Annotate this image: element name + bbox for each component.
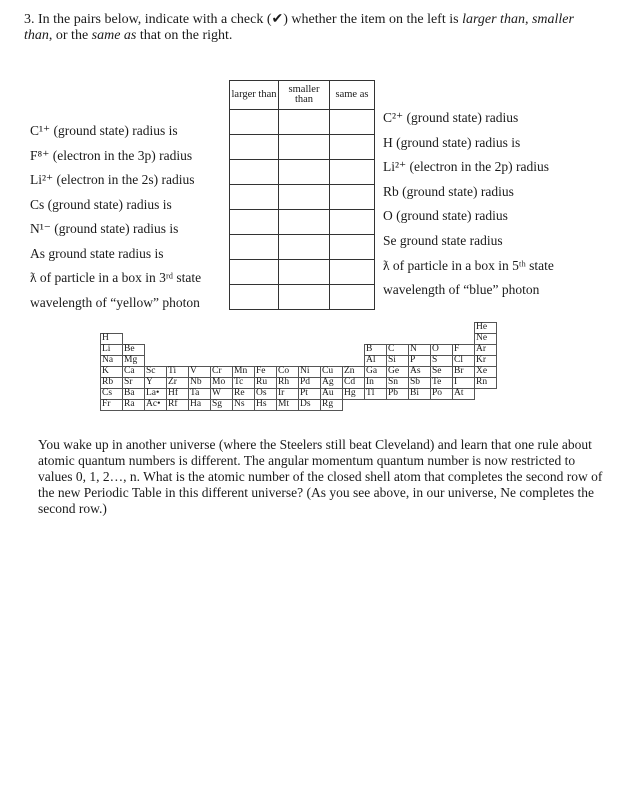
left-item: ƛ of particle in a box in 3ʳᵈ state xyxy=(30,270,202,285)
check-row xyxy=(230,210,375,235)
empty-cell xyxy=(431,334,453,345)
check-row xyxy=(230,185,375,210)
element-cell: Rn xyxy=(475,378,497,389)
element-cell: Ne xyxy=(475,334,497,345)
element-cell: Sn xyxy=(387,378,409,389)
element-cell: La• xyxy=(145,389,167,400)
element-cell: P xyxy=(409,356,431,367)
element-cell: B xyxy=(365,345,387,356)
element-cell: Cd xyxy=(343,378,365,389)
element-cell: Rf xyxy=(167,400,189,411)
empty-cell xyxy=(167,334,189,345)
element-cell: Mn xyxy=(233,367,255,378)
element-cell: Ns xyxy=(233,400,255,411)
left-items-list xyxy=(30,119,230,315)
element-cell: Si xyxy=(387,356,409,367)
empty-cell xyxy=(365,400,387,411)
empty-cell xyxy=(277,323,299,334)
element-cell: Ru xyxy=(255,378,277,389)
empty-cell xyxy=(343,345,365,356)
check-row xyxy=(230,135,375,160)
empty-cell xyxy=(101,323,123,334)
smaller-than-cell[interactable] xyxy=(279,285,330,310)
element-cell: Se xyxy=(431,367,453,378)
element-cell: Po xyxy=(431,389,453,400)
empty-cell xyxy=(211,356,233,367)
empty-cell xyxy=(299,356,321,367)
empty-cell xyxy=(453,334,475,345)
empty-cell xyxy=(145,356,167,367)
prompt-comma: , xyxy=(524,12,529,27)
right-item: O (ground state) radius xyxy=(383,208,508,224)
element-cell: Ti xyxy=(167,367,189,378)
larger-than-cell[interactable] xyxy=(230,235,279,260)
element-cell: Re xyxy=(233,389,255,400)
element-cell: Mo xyxy=(211,378,233,389)
element-cell: Au xyxy=(321,389,343,400)
element-cell: K xyxy=(101,367,123,378)
larger-than-cell[interactable] xyxy=(230,260,279,285)
empty-cell xyxy=(387,334,409,345)
larger-than-cell[interactable] xyxy=(230,185,279,210)
empty-cell xyxy=(255,334,277,345)
element-cell: In xyxy=(365,378,387,389)
element-cell: Ca xyxy=(123,367,145,378)
element-cell: Cs xyxy=(101,389,123,400)
smaller-than-cell[interactable] xyxy=(279,185,330,210)
empty-cell xyxy=(299,334,321,345)
element-cell: F xyxy=(453,345,475,356)
header-larger-than: larger than xyxy=(230,81,279,110)
smaller-than-cell[interactable] xyxy=(279,260,330,285)
smaller-than-cell[interactable] xyxy=(279,135,330,160)
element-cell: Tl xyxy=(365,389,387,400)
element-cell: Sb xyxy=(409,378,431,389)
empty-cell xyxy=(453,400,475,411)
empty-cell xyxy=(365,334,387,345)
empty-cell xyxy=(453,323,475,334)
empty-cell xyxy=(167,323,189,334)
empty-cell xyxy=(167,345,189,356)
same-as-cell[interactable] xyxy=(330,210,375,235)
left-item: N¹⁻ (ground state) radius is xyxy=(30,221,179,236)
empty-cell xyxy=(387,400,409,411)
element-cell: Pt xyxy=(299,389,321,400)
element-cell: Sg xyxy=(211,400,233,411)
empty-cell xyxy=(277,334,299,345)
element-cell: Nb xyxy=(189,378,211,389)
empty-cell xyxy=(255,345,277,356)
empty-cell xyxy=(277,345,299,356)
same-as-cell[interactable] xyxy=(330,160,375,185)
element-cell: Ra xyxy=(123,400,145,411)
element-cell: Be xyxy=(123,345,145,356)
right-items-list xyxy=(383,106,623,303)
element-cell: Te xyxy=(431,378,453,389)
larger-than-cell[interactable] xyxy=(230,285,279,310)
empty-cell xyxy=(255,356,277,367)
element-cell: Li xyxy=(101,345,123,356)
periodic-row xyxy=(101,345,497,356)
element-cell: Ba xyxy=(123,389,145,400)
right-item: Li²⁺ (electron in the 2p) radius xyxy=(383,159,549,175)
smaller-than-cell[interactable] xyxy=(279,210,330,235)
larger-than-cell[interactable] xyxy=(230,210,279,235)
empty-cell xyxy=(233,345,255,356)
prompt-same: same as xyxy=(91,28,137,43)
empty-cell xyxy=(387,323,409,334)
empty-cell xyxy=(189,345,211,356)
right-item: wavelength of “blue” photon xyxy=(383,282,540,298)
element-cell: Pb xyxy=(387,389,409,400)
empty-cell xyxy=(233,323,255,334)
empty-cell xyxy=(409,323,431,334)
element-cell: Os xyxy=(255,389,277,400)
element-cell: Y xyxy=(145,378,167,389)
element-cell: As xyxy=(409,367,431,378)
periodic-row xyxy=(101,378,497,389)
check-row xyxy=(230,110,375,135)
empty-cell xyxy=(409,334,431,345)
same-as-cell[interactable] xyxy=(330,110,375,135)
empty-cell xyxy=(365,323,387,334)
prompt-larger: larger than xyxy=(462,12,525,27)
empty-cell xyxy=(255,323,277,334)
empty-cell xyxy=(211,323,233,334)
element-cell: Fr xyxy=(101,400,123,411)
empty-cell xyxy=(167,356,189,367)
element-cell: Br xyxy=(453,367,475,378)
element-cell: N xyxy=(409,345,431,356)
left-item: F⁸⁺ (electron in the 3p) radius xyxy=(30,147,193,163)
check-row xyxy=(230,160,375,185)
prompt-tail: that on the right. xyxy=(136,28,233,43)
periodic-row xyxy=(101,367,497,378)
element-cell: S xyxy=(431,356,453,367)
empty-cell xyxy=(431,400,453,411)
element-cell: Ag xyxy=(321,378,343,389)
element-cell: Rb xyxy=(101,378,123,389)
same-as-cell[interactable] xyxy=(330,235,375,260)
empty-cell xyxy=(299,345,321,356)
empty-cell xyxy=(321,345,343,356)
element-cell: Ac• xyxy=(145,400,167,411)
element-cell: Mt xyxy=(277,400,299,411)
empty-cell xyxy=(475,400,497,411)
empty-cell xyxy=(343,334,365,345)
empty-cell xyxy=(321,323,343,334)
element-cell: Rg xyxy=(321,400,343,411)
element-cell: C xyxy=(387,345,409,356)
element-cell: Tc xyxy=(233,378,255,389)
prompt-or: , or the xyxy=(48,28,92,43)
same-as-cell[interactable] xyxy=(330,285,375,310)
comparison-check-table xyxy=(229,80,375,310)
element-cell: Hs xyxy=(255,400,277,411)
periodic-row xyxy=(101,334,497,345)
element-cell: Cr xyxy=(211,367,233,378)
same-as-cell[interactable] xyxy=(330,135,375,160)
empty-cell xyxy=(277,356,299,367)
element-cell: Hf xyxy=(167,389,189,400)
empty-cell xyxy=(145,345,167,356)
element-cell: Na xyxy=(101,356,123,367)
element-cell: Ar xyxy=(475,345,497,356)
prompt-lead: 3. In the pairs below, indicate with a check (✔) whether the item on the left is xyxy=(24,12,463,27)
question-prompt xyxy=(24,12,584,44)
check-row xyxy=(230,260,375,285)
empty-cell xyxy=(299,323,321,334)
header-smaller-than: smaller than xyxy=(279,81,330,110)
header-same-as: same as xyxy=(330,81,375,110)
empty-cell xyxy=(343,323,365,334)
empty-cell xyxy=(343,356,365,367)
empty-cell xyxy=(123,334,145,345)
element-cell: Ta xyxy=(189,389,211,400)
element-cell: Xe xyxy=(475,367,497,378)
larger-than-cell[interactable] xyxy=(230,160,279,185)
element-cell: Sr xyxy=(123,378,145,389)
element-cell: Sc xyxy=(145,367,167,378)
element-cell: Mg xyxy=(123,356,145,367)
element-cell: Pd xyxy=(299,378,321,389)
element-cell: Co xyxy=(277,367,299,378)
smaller-than-cell[interactable] xyxy=(279,235,330,260)
empty-cell xyxy=(233,334,255,345)
empty-cell xyxy=(189,334,211,345)
empty-cell xyxy=(211,334,233,345)
element-cell: Fe xyxy=(255,367,277,378)
left-item: As ground state radius is xyxy=(30,245,164,261)
empty-cell xyxy=(475,389,497,400)
periodic-row xyxy=(101,400,497,411)
element-cell: W xyxy=(211,389,233,400)
periodic-table xyxy=(100,322,497,411)
empty-cell xyxy=(145,323,167,334)
prompt-smaller: smaller than xyxy=(24,12,574,43)
element-cell: Ni xyxy=(299,367,321,378)
element-cell: Kr xyxy=(475,356,497,367)
right-item: H (ground state) radius is xyxy=(383,134,521,150)
element-cell: He xyxy=(475,323,497,334)
element-cell: Rh xyxy=(277,378,299,389)
element-cell: I xyxy=(453,378,475,389)
same-as-cell[interactable] xyxy=(330,185,375,210)
left-item: C¹⁺ (ground state) radius is xyxy=(30,123,178,138)
element-cell: Cu xyxy=(321,367,343,378)
empty-cell xyxy=(409,400,431,411)
empty-cell xyxy=(123,323,145,334)
empty-cell xyxy=(189,323,211,334)
empty-cell xyxy=(321,334,343,345)
element-cell: Bi xyxy=(409,389,431,400)
left-item: Li²⁺ (electron in the 2s) radius xyxy=(30,172,195,187)
right-item: C²⁺ (ground state) radius xyxy=(383,110,519,125)
element-cell: Ir xyxy=(277,389,299,400)
check-table-header-row xyxy=(230,81,375,110)
periodic-row xyxy=(101,389,497,400)
larger-than-cell[interactable] xyxy=(230,110,279,135)
empty-cell xyxy=(321,356,343,367)
element-cell: Ds xyxy=(299,400,321,411)
empty-cell xyxy=(343,400,365,411)
element-cell: Cl xyxy=(453,356,475,367)
check-row xyxy=(230,235,375,260)
empty-cell xyxy=(431,323,453,334)
same-as-cell[interactable] xyxy=(330,260,375,285)
empty-cell xyxy=(145,334,167,345)
right-item: Rb (ground state) radius xyxy=(383,183,514,199)
empty-cell xyxy=(211,345,233,356)
element-cell: Ge xyxy=(387,367,409,378)
empty-cell xyxy=(189,356,211,367)
element-cell: Ha xyxy=(189,400,211,411)
right-item: Se ground state radius xyxy=(383,232,503,248)
universe-question-text: You wake up in another universe (where the Steelers still beat Cleveland) and learn that one rule about atomic quantum numbers is different. The angular momentum quantum number is now restricted to values 0, 1, 2…, n. What is the atomic number of the closed shell atom that completes the second row of the new Periodic Table in this different universe? (As you see above, in our universe, Ne completes the second row.) xyxy=(38,437,603,516)
element-cell: At xyxy=(453,389,475,400)
element-cell: Zn xyxy=(343,367,365,378)
larger-than-cell[interactable] xyxy=(230,135,279,160)
element-cell: O xyxy=(431,345,453,356)
element-cell: Al xyxy=(365,356,387,367)
right-item: ƛ of particle in a box in 5ᵗʰ state xyxy=(383,257,554,273)
left-item: wavelength of “yellow” photon xyxy=(30,294,200,310)
element-cell: Hg xyxy=(343,389,365,400)
check-row xyxy=(230,285,375,310)
element-cell: V xyxy=(189,367,211,378)
element-cell: Ga xyxy=(365,367,387,378)
empty-cell xyxy=(233,356,255,367)
smaller-than-cell[interactable] xyxy=(279,110,330,135)
periodic-row xyxy=(101,323,497,334)
periodic-row xyxy=(101,356,497,367)
element-cell: Zr xyxy=(167,378,189,389)
element-cell: H xyxy=(101,334,123,345)
left-item: Cs (ground state) radius is xyxy=(30,196,172,212)
smaller-than-cell[interactable] xyxy=(279,160,330,185)
